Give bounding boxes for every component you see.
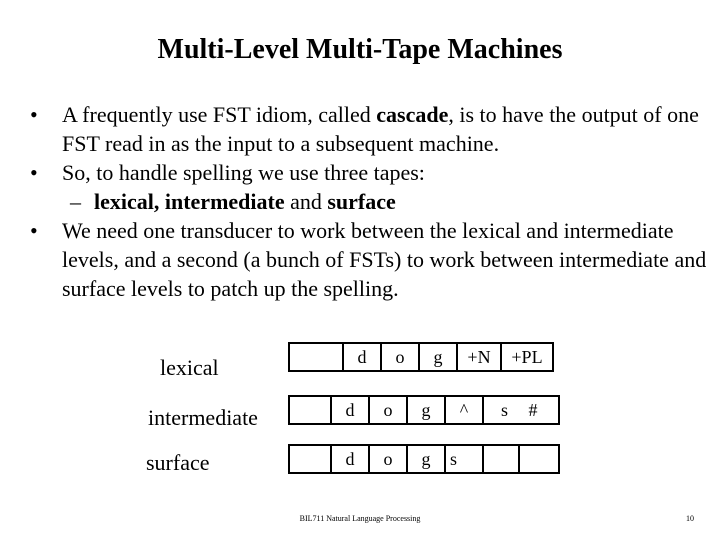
dash-marker: –: [70, 189, 81, 214]
tape-cell: d: [344, 344, 382, 370]
tape-cell: #: [528, 399, 538, 420]
bullet-three-tapes: [30, 158, 710, 187]
tape-cell: s: [500, 399, 508, 420]
tape-cell: s: [446, 446, 484, 472]
tape-cell: [484, 446, 520, 472]
sub-bullet-tape-names: [30, 187, 710, 216]
tape-cell: g: [408, 446, 446, 472]
tape-names-bold: lexical, intermediate: [94, 189, 285, 214]
tape-cell: +N: [458, 344, 502, 370]
tape-cell: o: [370, 446, 408, 472]
tape-label-intermediate: intermediate: [148, 405, 258, 430]
tape-cell: g: [420, 344, 458, 370]
tape-label-surface: surface: [146, 450, 210, 475]
tape-surface: [288, 444, 560, 474]
bullet-list: [30, 100, 710, 303]
tape-cell: [520, 446, 558, 472]
tape-lexical: [288, 342, 554, 372]
bullet-cascade: [30, 100, 710, 158]
tape-names-and: and: [284, 189, 328, 214]
tape-cell: g: [408, 397, 446, 423]
bullet-transducers: [30, 216, 710, 303]
bullet-text-post: , is to have the output of one FST read in as the input to a subsequent machine.: [62, 102, 699, 156]
bullet-text-pre: A frequently use FST idiom, called: [62, 102, 377, 127]
tape-cell: o: [382, 344, 420, 370]
tape-cell: [290, 446, 332, 472]
tape-cell: o: [370, 397, 408, 423]
bullet-text: So, to handle spelling we use three tapes:: [62, 160, 425, 185]
slide-footer: BIL711 Natural Language Processing: [299, 514, 421, 523]
bullet-keyword-cascade: cascade: [376, 102, 449, 127]
bullet-marker: •: [30, 160, 38, 185]
slide-title: Multi-Level Multi-Tape Machines: [157, 34, 563, 65]
tape-cell: d: [332, 446, 370, 472]
page-number: 10: [686, 514, 694, 523]
tape-cell: ^: [446, 397, 484, 423]
tape-name-surface: surface: [327, 189, 396, 214]
tape-cell: d: [332, 397, 370, 423]
bullet-marker: •: [30, 102, 38, 127]
bullet-marker: •: [30, 218, 38, 243]
tape-cell: [290, 397, 332, 423]
tape-intermediate: [288, 395, 560, 425]
tape-label-lexical: lexical: [160, 355, 219, 380]
tape-cell: [290, 344, 344, 370]
bullet-text: We need one transducer to work between the lexical and intermediate levels, and a second (a bunch of FSTs) to work between intermediate and surface levels to patch up the spelling.: [62, 218, 707, 301]
tape-cell: +PL: [511, 346, 543, 367]
